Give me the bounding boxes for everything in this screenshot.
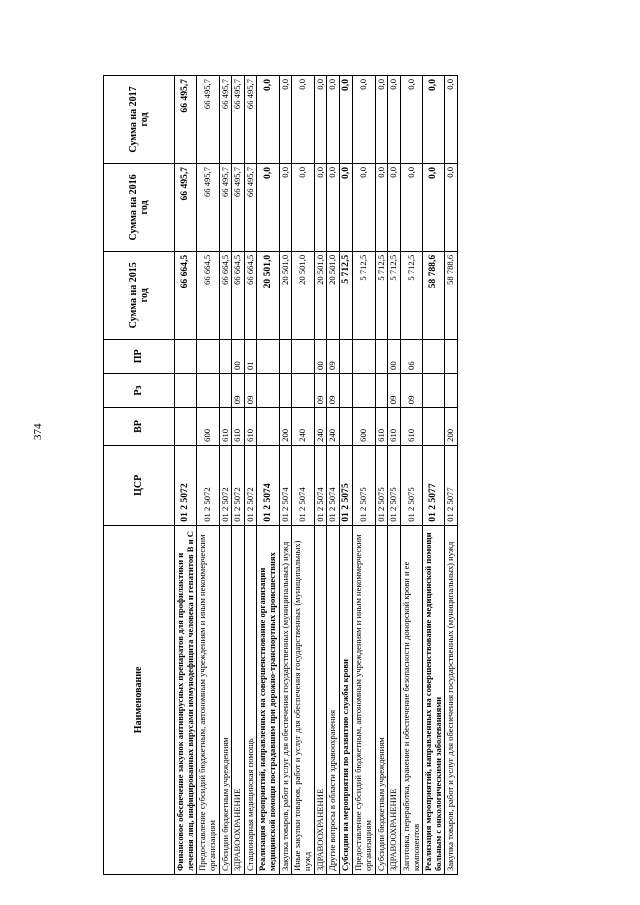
cell-sum-2015: 66 664,5	[232, 251, 245, 339]
cell-pr	[279, 339, 292, 373]
cell-sum-2016: 0,0	[400, 163, 422, 251]
cell-sum-2015: 20 501,0	[327, 251, 340, 339]
cell-rz: 09	[232, 373, 245, 407]
cell-pr: 00	[232, 339, 245, 373]
cell-sum-2015: 20 501,0	[292, 251, 314, 339]
cell-vr: 600	[197, 408, 219, 446]
header-vr: ВР	[104, 408, 175, 446]
cell-sum-2017: 0,0	[257, 76, 279, 164]
cell-sum-2015: 66 664,5	[219, 251, 232, 339]
cell-vr: 240	[314, 408, 327, 446]
header-sum-2015: Сумма на 2015 год	[104, 251, 175, 339]
cell-sum-2017: 0,0	[353, 76, 375, 164]
cell-csr: 01 2 5072	[175, 445, 197, 525]
cell-sum-2016: 0,0	[375, 163, 388, 251]
cell-sum-2016: 0,0	[339, 163, 353, 251]
table-body	[175, 76, 458, 875]
cell-sum-2016: 0,0	[279, 163, 292, 251]
cell-sum-2015: 5 712,5	[388, 251, 401, 339]
cell-rz: 09	[400, 373, 422, 407]
cell-sum-2015: 20 501,0	[279, 251, 292, 339]
cell-vr: 610	[244, 408, 257, 446]
cell-sum-2017: 66 495,7	[244, 76, 257, 164]
table-header-row	[104, 76, 175, 875]
cell-sum-2017: 0,0	[375, 76, 388, 164]
table-row	[445, 76, 458, 875]
cell-sum-2015: 5 712,5	[353, 251, 375, 339]
cell-pr: 00	[314, 339, 327, 373]
cell-csr: 01 2 5074	[279, 445, 292, 525]
cell-rz	[339, 373, 353, 407]
cell-sum-2017: 0,0	[400, 76, 422, 164]
cell-sum-2016: 66 495,7	[175, 163, 197, 251]
cell-pr	[292, 339, 314, 373]
cell-csr: 01 2 5075	[339, 445, 353, 525]
cell-rz	[257, 373, 279, 407]
cell-sum-2016: 0,0	[445, 163, 458, 251]
cell-sum-2015: 66 664,5	[197, 251, 219, 339]
cell-rz	[353, 373, 375, 407]
cell-sum-2017: 66 495,7	[175, 76, 197, 164]
cell-sum-2015: 20 501,0	[257, 251, 279, 339]
table-row	[314, 76, 327, 875]
cell-rz	[279, 373, 292, 407]
cell-vr: 610	[219, 408, 232, 446]
cell-rz: 09	[388, 373, 401, 407]
cell-csr: 01 2 5074	[257, 445, 279, 525]
cell-sum-2016: 66 495,7	[244, 163, 257, 251]
cell-sum-2017: 0,0	[423, 76, 445, 164]
cell-pr: 09	[327, 339, 340, 373]
cell-sum-2015: 20 501,0	[314, 251, 327, 339]
cell-rz: 09	[314, 373, 327, 407]
table-row	[339, 76, 353, 875]
table-row	[327, 76, 340, 875]
cell-sum-2016: 66 495,7	[232, 163, 245, 251]
cell-sum-2016: 0,0	[257, 163, 279, 251]
table-row	[257, 76, 279, 875]
table-row	[219, 76, 232, 875]
budget-table-container	[103, 75, 611, 875]
cell-sum-2015: 5 712,5	[339, 251, 353, 339]
cell-sum-2015: 66 664,5	[175, 251, 197, 339]
table-row	[244, 76, 257, 875]
cell-rz	[423, 373, 445, 407]
cell-pr: 00	[388, 339, 401, 373]
table-row	[279, 76, 292, 875]
header-name: Наименование	[104, 525, 175, 874]
cell-name: Субсидии бюджетным учреждениям	[375, 525, 388, 874]
cell-pr	[353, 339, 375, 373]
cell-name: Стационарная медицинская помощь	[244, 525, 257, 874]
cell-csr: 01 2 5072	[232, 445, 245, 525]
cell-pr: 01	[244, 339, 257, 373]
cell-rz	[197, 373, 219, 407]
cell-sum-2017: 66 495,7	[197, 76, 219, 164]
cell-csr: 01 2 5075	[400, 445, 422, 525]
cell-rz	[445, 373, 458, 407]
cell-sum-2016: 66 495,7	[219, 163, 232, 251]
cell-pr	[375, 339, 388, 373]
cell-vr: 240	[327, 408, 340, 446]
cell-pr	[219, 339, 232, 373]
cell-sum-2017: 66 495,7	[232, 76, 245, 164]
cell-vr	[175, 408, 197, 446]
cell-csr: 01 2 5075	[388, 445, 401, 525]
cell-sum-2016: 0,0	[423, 163, 445, 251]
cell-sum-2017: 0,0	[314, 76, 327, 164]
cell-vr	[257, 408, 279, 446]
cell-name: ЗДРАВООХРАНЕНИЕ	[232, 525, 245, 874]
cell-vr: 610	[388, 408, 401, 446]
cell-rz: 09	[244, 373, 257, 407]
cell-vr: 610	[375, 408, 388, 446]
cell-csr: 01 2 5077	[445, 445, 458, 525]
cell-sum-2017: 66 495,7	[219, 76, 232, 164]
cell-pr: 06	[400, 339, 422, 373]
header-sum-2016: Сумма на 2016 год	[104, 163, 175, 251]
cell-sum-2017: 0,0	[445, 76, 458, 164]
table-row	[375, 76, 388, 875]
cell-pr	[175, 339, 197, 373]
cell-sum-2015: 58 788,6	[445, 251, 458, 339]
cell-pr	[445, 339, 458, 373]
cell-rz	[292, 373, 314, 407]
cell-name: ЗДРАВООХРАНЕНИЕ	[388, 525, 401, 874]
cell-name: Предоставление субсидий бюджетным, автономным учреждениям и иным некоммерческим организациям	[353, 525, 375, 874]
cell-csr: 01 2 5075	[353, 445, 375, 525]
cell-sum-2015: 5 712,5	[375, 251, 388, 339]
cell-sum-2017: 0,0	[279, 76, 292, 164]
cell-name: Субсидии на мероприятия по развитию службы крови	[339, 525, 353, 874]
cell-sum-2015: 66 664,5	[244, 251, 257, 339]
cell-vr: 200	[445, 408, 458, 446]
header-sum-2017: Сумма на 2017 год	[104, 76, 175, 164]
table-row	[423, 76, 445, 875]
cell-sum-2015: 5 712,5	[400, 251, 422, 339]
cell-sum-2017: 0,0	[327, 76, 340, 164]
cell-sum-2016: 0,0	[353, 163, 375, 251]
cell-name: Реализация мероприятий, направленных на совершенствование медицинской помощи больным с онкологическими заболеваниями	[423, 525, 445, 874]
cell-sum-2017: 0,0	[388, 76, 401, 164]
cell-sum-2017: 0,0	[339, 76, 353, 164]
table-row	[292, 76, 314, 875]
header-csr: ЦСР	[104, 445, 175, 525]
page-number: 374	[32, 423, 44, 440]
cell-sum-2016: 0,0	[327, 163, 340, 251]
cell-vr	[423, 408, 445, 446]
cell-csr: 01 2 5074	[327, 445, 340, 525]
cell-csr: 01 2 5074	[314, 445, 327, 525]
cell-pr	[257, 339, 279, 373]
cell-name: Субсидии бюджетным учреждениям	[219, 525, 232, 874]
cell-name: Иные закупки товаров, работ и услуг для обеспечения государственных (муниципальных) нужд	[292, 525, 314, 874]
cell-sum-2016: 0,0	[314, 163, 327, 251]
cell-csr: 01 2 5072	[219, 445, 232, 525]
budget-table	[103, 75, 458, 875]
cell-sum-2015: 58 788,6	[423, 251, 445, 339]
table-row	[197, 76, 219, 875]
cell-vr: 200	[279, 408, 292, 446]
cell-csr: 01 2 5072	[244, 445, 257, 525]
header-pr: ПР	[104, 339, 175, 373]
cell-pr	[197, 339, 219, 373]
cell-rz	[219, 373, 232, 407]
cell-name: Реализация мероприятий, направленных на совершенствование организации медицинской помощи пострадавшим при дорожно-транспортных происшествиях	[257, 525, 279, 874]
cell-rz: 09	[327, 373, 340, 407]
cell-vr: 240	[292, 408, 314, 446]
table-row	[400, 76, 422, 875]
cell-pr	[423, 339, 445, 373]
cell-sum-2017: 0,0	[292, 76, 314, 164]
cell-vr: 600	[353, 408, 375, 446]
cell-name: Другие вопросы в области здравоохранения	[327, 525, 340, 874]
cell-rz	[375, 373, 388, 407]
cell-rz	[175, 373, 197, 407]
table-row	[232, 76, 245, 875]
cell-sum-2016: 66 495,7	[197, 163, 219, 251]
cell-csr: 01 2 5074	[292, 445, 314, 525]
table-row	[353, 76, 375, 875]
cell-name: Предоставление субсидий бюджетным, автономным учреждениям и иным некоммерческим организациям	[197, 525, 219, 874]
cell-vr	[339, 408, 353, 446]
header-rz: Рз	[104, 373, 175, 407]
cell-name: ЗДРАВООХРАНЕНИЕ	[314, 525, 327, 874]
cell-sum-2016: 0,0	[388, 163, 401, 251]
cell-sum-2016: 0,0	[292, 163, 314, 251]
cell-name: Финансовое обеспечение закупок антивирусных препаратов для профилактики и лечения лиц, инфицированных вирусами иммунодефицита человека и гепатитов В и С	[175, 525, 197, 874]
cell-csr: 01 2 5075	[375, 445, 388, 525]
cell-vr: 610	[400, 408, 422, 446]
table-row	[388, 76, 401, 875]
cell-csr: 01 2 5077	[423, 445, 445, 525]
cell-name: Заготовка, переработка, хранение и обеспечение безопасности донорской крови и ее компонентов	[400, 525, 422, 874]
cell-name: Закупка товаров, работ и услуг для обеспечения государственных (муниципальных) нужд	[279, 525, 292, 874]
cell-pr	[339, 339, 353, 373]
cell-name: Закупка товаров, работ и услуг для обеспечения государственных (муниципальных) нужд	[445, 525, 458, 874]
table-row	[175, 76, 197, 875]
cell-vr: 610	[232, 408, 245, 446]
cell-csr: 01 2 5072	[197, 445, 219, 525]
